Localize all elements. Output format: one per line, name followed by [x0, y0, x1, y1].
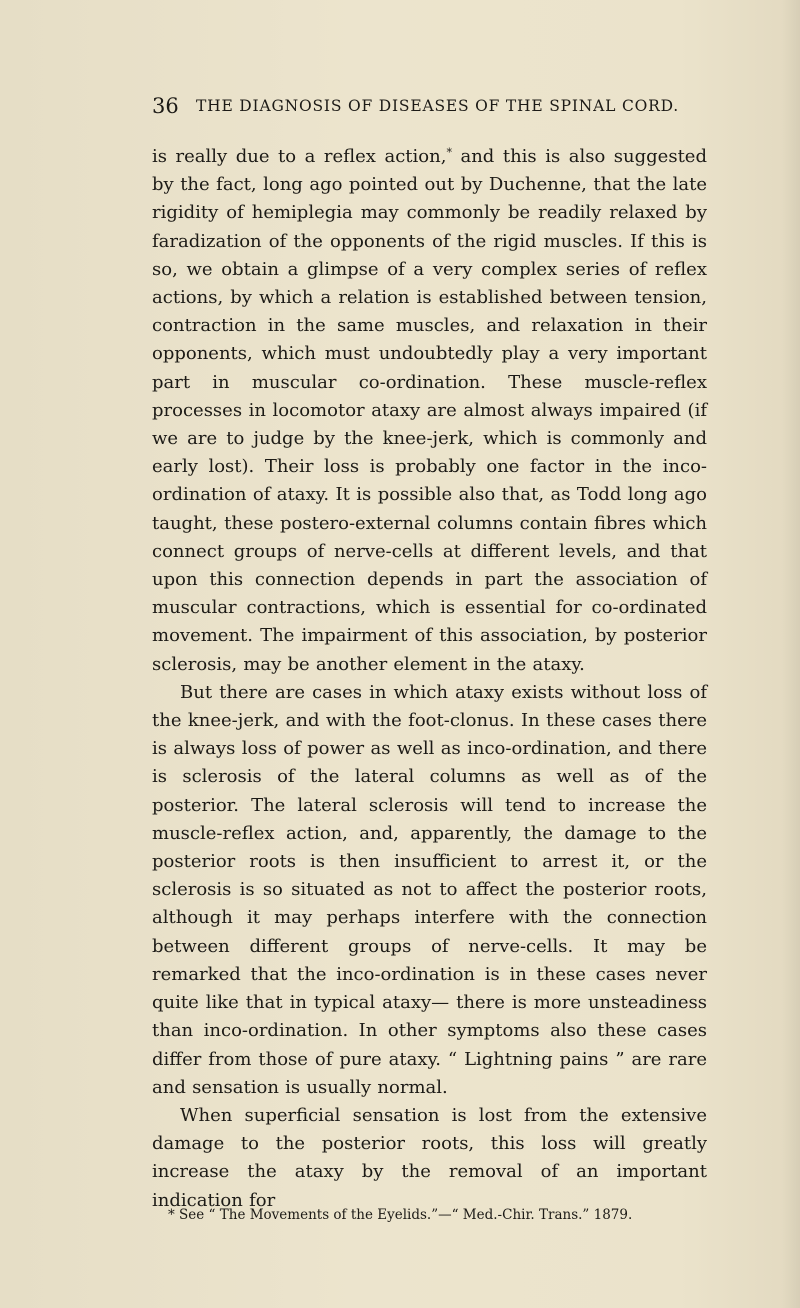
page-header	[152, 92, 712, 120]
paragraph-1-rest: and this is also suggested by the fact, long ago pointed out by Duchenne, that the late rigidity of hemiplegia may commonly be readily relaxed by faradization of the opponents of the rigid muscles. If this is so, we obtain a glimpse of a very complex series of reflex actions, by which a relation is established between tension, contraction in the same muscles, and relaxation in their opponents, which must undoubtedly play a very important part in muscular co-ordination. These muscle-reflex processes in locomotor ataxy are almost always impaired (if we are to judge by the knee-jerk, which is commonly and early lost). Their loss is probably one factor in the inco-ordination of ataxy. It is possible also that, as Todd long ago taught, these postero-external columns contain fibres which connect groups of nerve-cells at different levels, and that upon this connection depends in part the association of muscular contractions, which is essential for co-ordinated movement. The impairment of this association, by posterior sclerosis, may be another element in the ataxy.	[152, 146, 707, 675]
footnote: * See “ The Movements of the Eyelids.”—“ Med.-Chir. Trans.” 1879.	[168, 1207, 633, 1223]
footnote-marker: *	[446, 146, 452, 159]
page-edge-shadow	[782, 0, 800, 1308]
paragraph-1	[152, 143, 707, 679]
page-number: 36	[152, 94, 179, 118]
paragraph-2: But there are cases in which ataxy exists without loss of the knee-jerk, and with the foot-clonus. In these cases there is always loss of power as well as inco-ordination, and there is sclerosis of the lateral columns as well as of the posterior. The lateral sclerosis will tend to increase the muscle-reflex action, and, apparently, the damage to the posterior roots is then insufficient to arrest it, or the sclerosis is so situated as not to affect the posterior roots, although it may perhaps interfere with the connection between different groups of nerve-cells. It may be remarked that the inco-ordination is in these cases never quite like that in typical ataxy— there is more unsteadiness than inco-ordination. In other symptoms also these cases differ from those of pure ataxy. “ Lightning pains ” are rare and sensation is usually normal.	[152, 681, 707, 1098]
body-text	[152, 143, 707, 1215]
paragraph-1-start: is really due to a reflex action,	[152, 146, 447, 167]
running-title: THE DIAGNOSIS OF DISEASES OF THE SPINAL CORD.	[196, 97, 679, 115]
paragraph-3: When superficial sensation is lost from the extensive damage to the posterior roots, this loss will greatly increase the ataxy by the removal of an important indication for	[152, 1104, 707, 1211]
